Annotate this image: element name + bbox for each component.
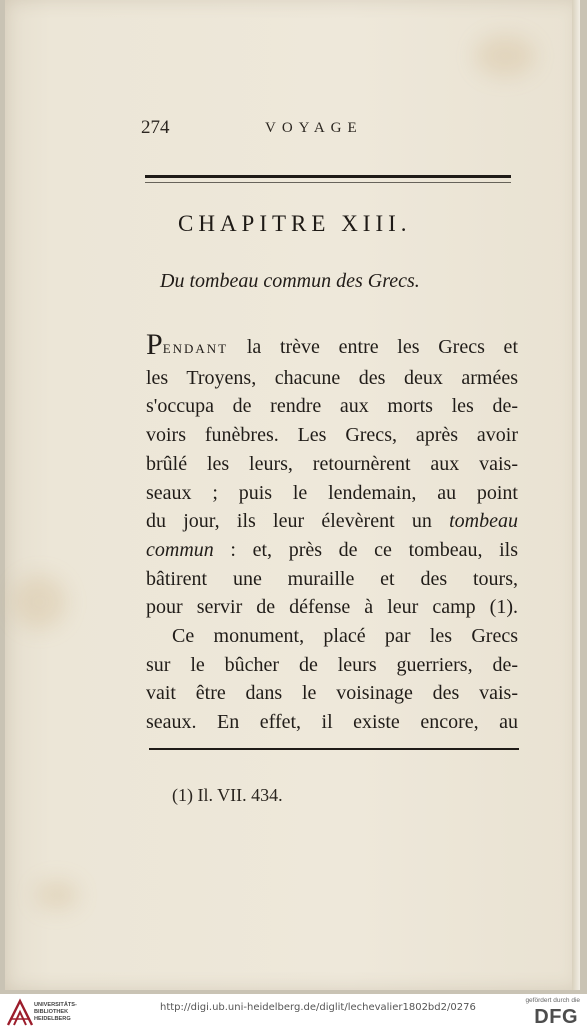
running-title: VOYAGE [265, 120, 363, 136]
text-line: vait être dans le voisinage des vais- [146, 682, 518, 705]
text-line: Ce monument, placé par les Grecs [172, 625, 518, 648]
text-line: seaux. En effet, il existe encore, au [146, 711, 518, 734]
library-name [34, 1002, 77, 1023]
library-name-line: BIBLIOTHEK [34, 1009, 69, 1015]
text-line: sur le bûcher de leurs guerriers, de- [146, 653, 518, 676]
text-line [146, 328, 518, 364]
italic-word: tombeau [449, 510, 518, 533]
library-name-line: HEIDELBERG [34, 1016, 71, 1022]
footnote: (1) Il. VII. 434. [172, 785, 283, 805]
text-line [146, 536, 518, 565]
library-logo-icon [6, 998, 34, 1028]
source-url-link[interactable]: http://digi.ub.uni-heidelberg.de/diglit/lechevalier1802bd2/0276 [160, 1002, 476, 1013]
text-line: voirs funèbres. Les Grecs, après avoir [146, 424, 518, 447]
text-line: seaux ; puis le lendemain, au point [146, 481, 518, 504]
chapter-title: CHAPITRE XIII. [178, 211, 412, 236]
library-name-line: UNIVERSITÄTS- [34, 1002, 77, 1008]
funding-note: gefördert durch die [525, 997, 580, 1004]
text-line [146, 507, 518, 536]
header-rule-thick [145, 175, 511, 178]
line-text: la trève entre les Grecs et [228, 336, 518, 358]
drop-cap: P [146, 328, 163, 361]
line-text: du jour, ils leur élevèrent un [146, 510, 450, 533]
chapter-subtitle: Du tombeau commun des Grecs. [160, 270, 420, 292]
paper-stain [13, 575, 67, 629]
page-number: 274 [141, 117, 170, 138]
footnote-rule [149, 748, 519, 750]
dfg-logo: DFG [534, 1006, 578, 1028]
paper-stain [475, 35, 535, 77]
paper-stain [35, 880, 79, 910]
text-line: pour servir de défense à leur camp (1). [146, 596, 518, 619]
page-edge [572, 0, 580, 990]
text-line: brûlé les leurs, retournèrent aux vais- [146, 452, 518, 475]
line-text: : et, près de ce tombeau, ils [213, 538, 518, 561]
text-line: s'occupa de rendre aux morts les de- [146, 395, 518, 418]
text-line: bâtirent une muraille et des tours, [146, 567, 518, 590]
small-caps-word: ENDANT [162, 341, 229, 356]
text-line: les Troyens, chacune des deux armées [146, 366, 518, 389]
running-head [141, 117, 401, 141]
header-rule-thin [145, 182, 511, 183]
body-text [146, 328, 518, 737]
italic-word: commun [146, 538, 214, 561]
viewer-footer [0, 994, 587, 1035]
